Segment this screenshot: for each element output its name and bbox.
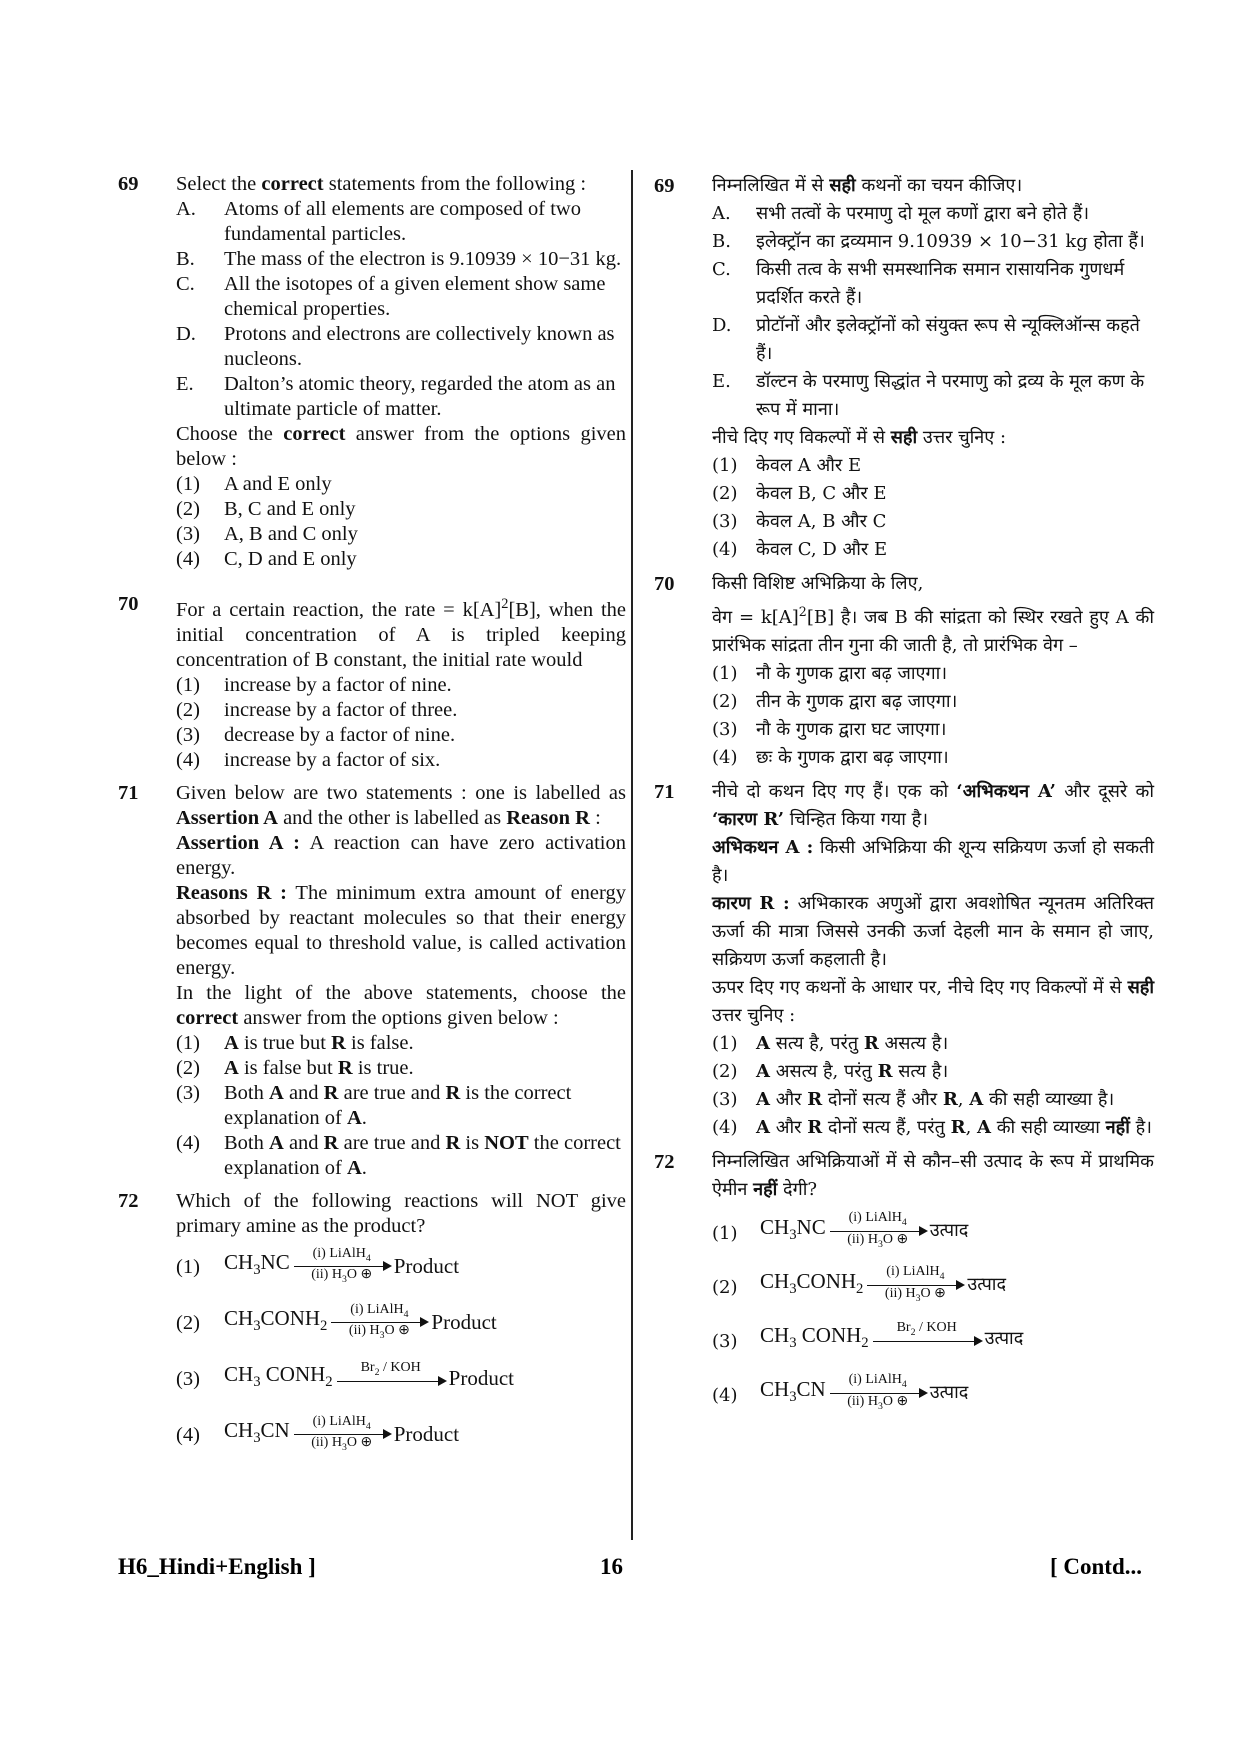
assertion-text: अभिकथन A : किसी अभिक्रिया की शून्य सक्रियण ऊर्जा हो सकती है।	[712, 837, 1154, 886]
question-number: 72	[118, 1189, 139, 1212]
reaction-arrow: $Br_2$ / KOH	[873, 1320, 981, 1358]
statement: D. प्रोटॉनों और इलेक्ट्रॉनों को संयुक्त रूप से न्यूक्लिऑन्स कहते हैं।	[712, 315, 1140, 364]
answer-option[interactable]: (4) A और R दोनों सत्य हैं, परंतु R, A की सही व्याख्या नहीं है।	[712, 1117, 1152, 1138]
column-divider	[631, 170, 633, 1540]
question-stem: Select the correct statements from the following :	[176, 173, 587, 195]
question-stem: Which of the following reactions will NOT give primary amine as the product?	[176, 1189, 626, 1237]
reaction-option[interactable]: (1) $CH_3NC$ (i) LiAlH$_4$ (ii) $H_3O$ ⊕ Product	[176, 1239, 626, 1295]
answer-option[interactable]: (3) केवल A, B और C	[712, 511, 887, 532]
answer-option[interactable]: (3) A और R दोनों सत्य हैं और R, A की सही व्याख्या है।	[712, 1089, 1115, 1110]
answer-option[interactable]: (1) A सत्य है, परंतु R असत्य है।	[712, 1033, 949, 1054]
statement: C. All the isotopes of a given element show same chemical properties.	[176, 273, 606, 320]
reaction-option[interactable]: (3) $CH_3$ $CONH_2$ $Br_2$ / KOH Product	[176, 1351, 626, 1407]
assertion-text: Assertion A : A reaction can have zero activation energy.	[176, 831, 626, 879]
statement: E. Dalton’s atomic theory, regarded the atom as an ultimate particle of matter.	[176, 373, 616, 420]
question-69-hi	[654, 172, 1154, 564]
question-stem: वेग = $k[A]^2[B]$ है। जब B की सांद्रता को स्थिर रखते हुए A की प्रारंभिक सांद्रता तीन गुना की जाती है, तो प्रारंभिक वेग –	[712, 604, 1154, 656]
reason-text: कारण R : अभिकारक अणुओं द्वारा अवशोषित न्यूनतम अतिरिक्त ऊर्जा की मात्रा जिससे उनकी ऊर्जा देहली मान के समान हो जाए, सक्रियण ऊर्जा कहलाती है।	[712, 893, 1154, 970]
question-stem: निम्नलिखित में से सही कथनों का चयन कीजिए।	[712, 175, 1023, 196]
reaction-arrow: $Br_2$ / KOH	[337, 1360, 445, 1398]
reason-text: Reasons R : The minimum extra amount of energy absorbed by reactant molecules so that their energy becomes equal to threshold value, is called activation energy.	[176, 881, 626, 979]
question-number: 70	[118, 593, 139, 615]
answer-option[interactable]: (4) छः के गुणक द्वारा बढ़ जाएगा।	[712, 747, 949, 768]
question-stem-line: किसी विशिष्ट अभिक्रिया के लिए,	[712, 573, 924, 594]
reaction-option[interactable]: (3) $CH_3$ $CONH_2$ $Br_2$ / KOH उत्पाद	[712, 1312, 1154, 1366]
answer-option[interactable]: (4) increase by a factor of six.	[176, 748, 441, 771]
statement: A. Atoms of all elements are composed of two fundamental particles.	[176, 198, 581, 245]
question-number: 69	[654, 175, 675, 197]
question-stem: For a certain reaction, the rate = $k[A]^2[B]$, when the initial concentration of A is tripled keeping concentration of B constant, the initial rate would	[176, 596, 626, 671]
question-70-en	[118, 592, 626, 773]
statement: A. सभी तत्वों के परमाणु दो मूल कणों द्वारा बने होते हैं।	[712, 203, 1090, 224]
statement: B. इलेक्ट्रॉन का द्रव्यमान 9.10939 × 10−31 kg होता हैं।	[712, 231, 1145, 252]
reaction-arrow: (i) LiAlH$_4$ (ii) $H_3O$ ⊕	[830, 1210, 926, 1253]
question-70-hi	[654, 570, 1154, 772]
answer-option[interactable]: (3) Both A and R are true and R is the correct explanation of A.	[176, 1081, 572, 1129]
answer-option[interactable]: (2) increase by a factor of three.	[176, 698, 458, 721]
english-column	[118, 172, 626, 1463]
reaction-option[interactable]: (2) $CH_3CONH_2$ (i) LiAlH$_4$ (ii) $H_3O$ ⊕ उत्पाद	[712, 1258, 1154, 1312]
reaction-arrow: (i) LiAlH$_4$ (ii) $H_3O$ ⊕	[294, 1246, 390, 1289]
answer-option[interactable]: (2) तीन के गुणक द्वारा बढ़ जाएगा।	[712, 691, 958, 712]
footer-continued: [ Contd...	[1049, 1554, 1142, 1579]
question-stem: Given below are two statements : one is labelled as Assertion A and the other is labelled as Reason R :	[176, 781, 626, 829]
footer-page-number: 16	[600, 1554, 623, 1579]
question-number: 71	[654, 781, 675, 803]
reaction-option[interactable]: (4) $CH_3CN$ (i) LiAlH$_4$ (ii) $H_3O$ ⊕ Product	[176, 1407, 626, 1463]
question-72-en	[118, 1189, 626, 1463]
statement: B. The mass of the electron is 9.10939 × 10−31 kg.	[176, 248, 622, 270]
statement: C. किसी तत्व के सभी समस्थानिक समान रासायनिक गुणधर्म प्रदर्शित करते हैं।	[712, 259, 1125, 308]
question-stem: नीचे दो कथन दिए गए हैं। एक को ‘अभिकथन A’ और दूसरे को ‘कारण R’ चिन्हित किया गया है।	[712, 781, 1155, 830]
answer-option[interactable]: (2) B, C and E only	[176, 498, 356, 520]
answer-option[interactable]: (1) केवल A और E	[712, 455, 862, 476]
choose-instruction: नीचे दिए गए विकल्पों में से सही उत्तर चुनिए :	[712, 427, 1007, 448]
question-71-hi	[654, 778, 1154, 1142]
answer-option[interactable]: (3) नौ के गुणक द्वारा घट जाएगा।	[712, 719, 947, 740]
statement: D. Protons and electrons are collectively known as nucleons.	[176, 323, 615, 370]
question-stem: निम्नलिखित अभिक्रियाओं में से कौन–सी उत्पाद के रूप में प्राथमिक ऐमीन नहीं देगी?	[712, 1151, 1154, 1200]
reaction-arrow: (i) LiAlH$_4$ (ii) $H_3O$ ⊕	[331, 1302, 427, 1345]
answer-option[interactable]: (1) A and E only	[176, 473, 332, 495]
answer-option[interactable]: (4) केवल C, D और E	[712, 539, 888, 560]
question-69-en	[118, 172, 626, 572]
answer-option[interactable]: (4) Both A and R are true and R is NOT the correct explanation of A.	[176, 1131, 621, 1179]
answer-option[interactable]: (1) increase by a factor of nine.	[176, 673, 452, 696]
answer-option[interactable]: (3) decrease by a factor of nine.	[176, 723, 456, 746]
question-number: 69	[118, 173, 139, 195]
question-number: 70	[654, 573, 675, 595]
answer-option[interactable]: (3) A, B and C only	[176, 523, 358, 545]
reaction-option[interactable]: (4) $CH_3CN$ (i) LiAlH$_4$ (ii) $H_3O$ ⊕ उत्पाद	[712, 1366, 1154, 1420]
choose-instruction: In the light of the above statements, choose the correct answer from the options given below :	[176, 981, 626, 1029]
reaction-arrow: (i) LiAlH$_4$ (ii) $H_3O$ ⊕	[830, 1372, 926, 1415]
question-72-hi	[654, 1148, 1154, 1420]
choose-instruction: Choose the correct answer from the options given below :	[176, 423, 626, 470]
reaction-option[interactable]: (2) $CH_3CONH_2$ (i) LiAlH$_4$ (ii) $H_3O$ ⊕ Product	[176, 1295, 626, 1351]
answer-option[interactable]: (1) A is true but R is false.	[176, 1031, 414, 1054]
footer-booklet-code: H6_Hindi+English ]	[118, 1554, 316, 1579]
statement: E. डॉल्टन के परमाणु सिद्धांत ने परमाणु को द्रव्य के मूल कण के रूप में माना।	[712, 371, 1145, 420]
reaction-arrow: (i) LiAlH$_4$ (ii) $H_3O$ ⊕	[294, 1414, 390, 1457]
choose-instruction: ऊपर दिए गए कथनों के आधार पर, नीचे दिए गए विकल्पों में से सही उत्तर चुनिए :	[712, 977, 1154, 1026]
answer-option[interactable]: (4) C, D and E only	[176, 548, 357, 570]
reaction-option[interactable]: (1) $CH_3NC$ (i) LiAlH$_4$ (ii) $H_3O$ ⊕ उत्पाद	[712, 1204, 1154, 1258]
hindi-column	[654, 172, 1154, 1420]
answer-option[interactable]: (2) A is false but R is true.	[176, 1056, 414, 1079]
answer-option[interactable]: (1) नौ के गुणक द्वारा बढ़ जाएगा।	[712, 663, 948, 684]
question-number: 72	[654, 1151, 675, 1173]
reaction-arrow: (i) LiAlH$_4$ (ii) $H_3O$ ⊕	[867, 1264, 963, 1307]
answer-option[interactable]: (2) A असत्य है, परंतु R सत्य है।	[712, 1061, 949, 1082]
answer-option[interactable]: (2) केवल B, C और E	[712, 483, 887, 504]
question-number: 71	[118, 781, 139, 804]
question-71-en	[118, 781, 626, 1181]
